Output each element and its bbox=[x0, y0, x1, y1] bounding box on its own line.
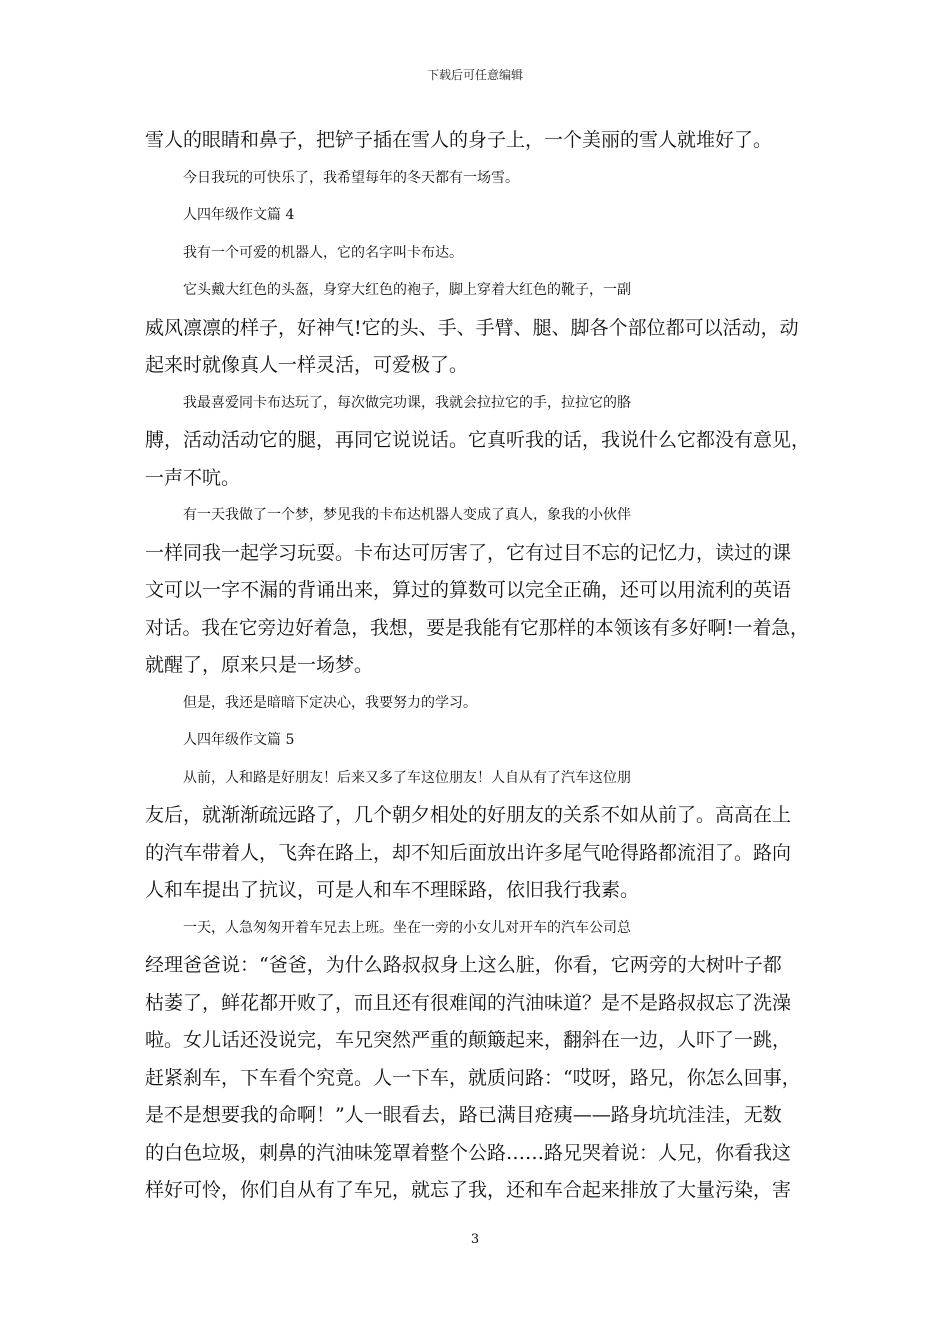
text-line: 友后，就渐渐疏远路了，几个朝夕相处的好朋友的关系不如从前了。高高在上 bbox=[145, 804, 792, 826]
text-line: 一样同我一起学习玩耍。卡布达可厉害了，它有过目不忘的记忆力，读过的课 bbox=[145, 541, 792, 564]
text-line: 起来时就像真人一样灵活，可爱极了。 bbox=[145, 354, 469, 376]
text-line: 的白色垃圾，刺鼻的汽油味笼罩着整个公路……路兄哭着说：人兄，你看我这 bbox=[145, 1141, 792, 1164]
page-number: 3 bbox=[470, 1232, 480, 1247]
text-line: 就醒了，原来只是一场梦。 bbox=[145, 654, 374, 676]
text-line: 是不是想要我的命啊！”人一眼看去，路已满目疮痍——路身坑坑洼洼，无数 bbox=[145, 1104, 782, 1126]
text-line: 人四年级作文篇 4 bbox=[183, 207, 295, 223]
text-line: 威风凛凛的样子，好神气!它的头、手、手臂、腿、脚各个部位都可以活动，动 bbox=[145, 316, 799, 339]
text-line: 文可以一字不漏的背诵出来，算过的算数可以完全正确，还可以用流利的英语 bbox=[145, 579, 792, 601]
text-line: 膊，活动活动它的腿，再同它说说话。它真听我的话，我说什么它都没有意见， bbox=[145, 429, 811, 451]
text-line: 但是，我还是暗暗下定决心，我要努力的学习。 bbox=[183, 694, 477, 711]
text-line: 经理爸爸说：“爸爸，为什么路叔叔身上这么脏，你看，它两旁的大树叶子都 bbox=[145, 954, 782, 976]
text-line: 从前，人和路是好朋友！后来又多了车这位朋友！人自从有了汽车这位朋 bbox=[183, 769, 631, 786]
text-line: 的汽车带着人，飞奔在路上，却不知后面放出许多尾气呛得路都流泪了。路向 bbox=[145, 841, 792, 864]
text-line: 对话。我在它旁边好着急，我想，要是我能有它那样的本领该有多好啊!一着急， bbox=[145, 617, 809, 639]
document-body bbox=[145, 122, 815, 1210]
text-line: 今日我玩的可快乐了，我希望每年的冬天都有一场雪。 bbox=[183, 169, 519, 186]
text-line: 人和车提出了抗议，可是人和车不理睬路，依旧我行我素。 bbox=[145, 879, 640, 901]
page-header: 下载后可任意编辑 bbox=[426, 68, 523, 82]
text-line: 雪人的眼睛和鼻子，把铲子插在雪人的身子上，一个美丽的雪人就堆好了。 bbox=[145, 129, 773, 151]
text-line: 一天，人急匆匆开着车兄去上班。坐在一旁的小女儿对开车的汽车公司总 bbox=[183, 919, 631, 936]
text-line: 我最喜爱同卡布达玩了，每次做完功课，我就会拉拉它的手，拉拉它的胳 bbox=[183, 394, 631, 411]
text-line: 样好可怜，你们自从有了车兄，就忘了我，还和车合起来排放了大量污染，害 bbox=[145, 1179, 792, 1201]
text-line: 我有一个可爱的机器人，它的名字叫卡布达。 bbox=[183, 244, 463, 261]
text-line: 赶紧刹车，下车看个究竟。人一下车，就质问路：“哎呀，路兄，你怎么回事， bbox=[145, 1066, 801, 1089]
text-line: 枯萎了，鲜花都开败了，而且还有很难闻的汽油味道？是不是路叔叔忘了洗澡 bbox=[145, 991, 792, 1014]
text-line: 一声不吭。 bbox=[145, 466, 241, 489]
text-line: 啦。女儿话还没说完，车兄突然严重的颠簸起来，翻斜在一边，人吓了一跳， bbox=[145, 1029, 792, 1051]
text-line: 人四年级作文篇 5 bbox=[183, 732, 295, 748]
text-line: 有一天我做了一个梦，梦见我的卡布达机器人变成了真人，象我的小伙伴 bbox=[183, 507, 631, 523]
text-line: 它头戴大红色的头盔，身穿大红色的袍子，脚上穿着大红色的靴子，一副 bbox=[183, 282, 631, 298]
